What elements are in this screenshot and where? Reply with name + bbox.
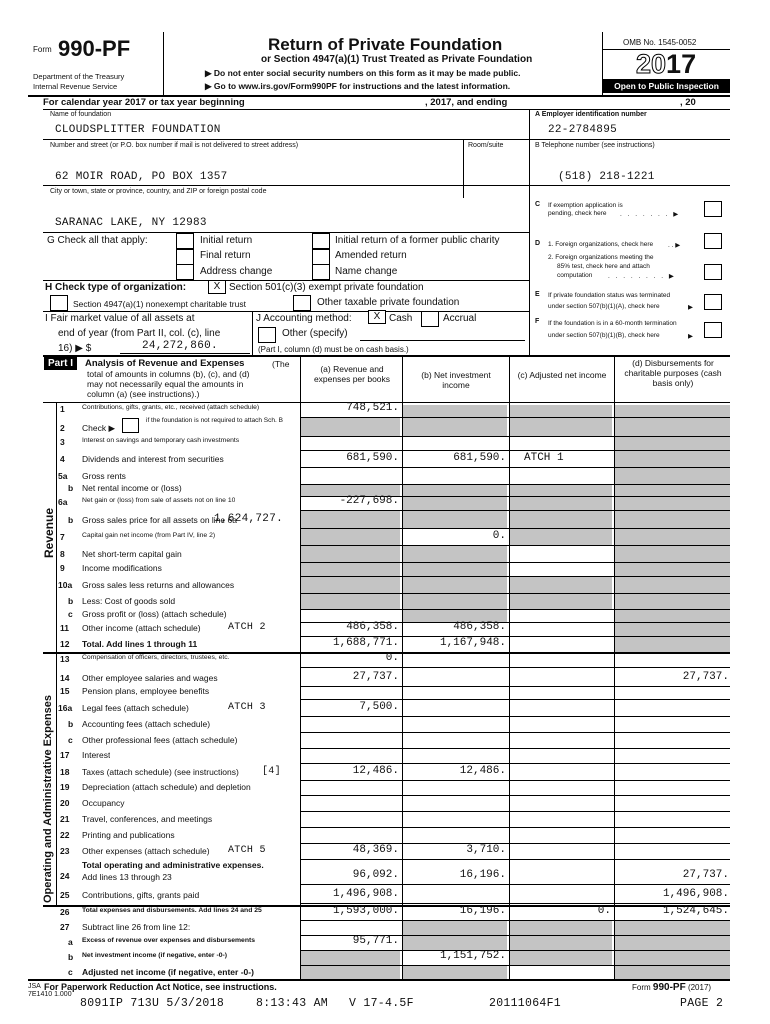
irs-label: Internal Revenue Service bbox=[33, 82, 118, 91]
shaded-cell bbox=[301, 529, 400, 545]
batch-stamp: 8091IP 713U 5/3/2018 bbox=[80, 997, 225, 1010]
shaded-cell bbox=[510, 485, 612, 496]
form-number: 990-PF bbox=[58, 36, 131, 61]
col-d-value[interactable]: 27,737. bbox=[682, 671, 729, 683]
col-a-value[interactable]: 1,688,771. bbox=[332, 637, 399, 649]
foundation-name-label: Name of foundation bbox=[50, 111, 112, 118]
h-other-label: Other taxable private foundation bbox=[317, 297, 460, 308]
row-label-continued: Add lines 13 through 23 bbox=[82, 872, 172, 882]
col-a-value[interactable]: 681,590. bbox=[346, 452, 399, 464]
shaded-cell bbox=[615, 610, 730, 622]
row-label: Excess of revenue over expenses and disbursements bbox=[82, 937, 256, 944]
room-suite-label: Room/suite bbox=[468, 142, 504, 149]
e-label-line1: If private foundation status was terminated bbox=[548, 292, 671, 299]
d1-label: 1. Foreign organizations, check here bbox=[548, 241, 654, 248]
tax-year-bold: 17 bbox=[666, 49, 697, 79]
row-number: b bbox=[68, 719, 74, 729]
row-label: Adjusted net income (if negative, enter -0-) bbox=[82, 967, 254, 977]
row-number: 23 bbox=[60, 846, 70, 856]
row-label: Gross sales less returns and allowances bbox=[82, 580, 235, 590]
row-number: c bbox=[68, 735, 73, 745]
d2-dots: . . . . . . . . ▶ bbox=[608, 273, 676, 280]
row-label: Total. Add lines 1 through 11 bbox=[82, 639, 198, 649]
form-title: Return of Private Foundation bbox=[268, 35, 503, 54]
row-label: Check ▶ bbox=[82, 423, 115, 433]
row-number: 5a bbox=[58, 471, 68, 481]
schedule-b-checkbox[interactable] bbox=[122, 418, 139, 433]
row-label: Net short-term capital gain bbox=[82, 549, 182, 559]
document-id: 20111064F1 bbox=[489, 997, 562, 1010]
row-label: Accounting fees (attach schedule) bbox=[82, 719, 211, 729]
f-letter: F bbox=[535, 318, 540, 325]
row-number: 3 bbox=[60, 437, 65, 447]
j-label: J Accounting method: bbox=[256, 313, 352, 324]
e-arrow: ▶ bbox=[688, 304, 693, 311]
time-stamp: 8:13:43 AM bbox=[256, 997, 329, 1010]
part1-desc-2: total of amounts in columns (b), (c), and (d) bbox=[87, 369, 250, 379]
street-address[interactable]: 62 MOIR ROAD, PO BOX 1357 bbox=[55, 171, 228, 183]
row-number: 24 bbox=[60, 871, 70, 881]
form-footer-number: 990-PF bbox=[652, 982, 686, 993]
col-c-value[interactable]: 0. bbox=[597, 905, 611, 917]
part1-desc-1: (The bbox=[272, 359, 290, 369]
row-label: Compensation of officers, directors, trustees, etc. bbox=[82, 654, 230, 661]
i-label-line1: I Fair market value of all assets at bbox=[45, 313, 195, 324]
row-label: Travel, conferences, and meetings bbox=[82, 814, 213, 824]
row-number: 25 bbox=[60, 890, 70, 900]
i-label-line2: end of year (from Part II, col. (c), line bbox=[58, 328, 221, 339]
dept-label: Department of the Treasury bbox=[33, 72, 125, 81]
tax-year bbox=[636, 50, 696, 78]
row-label: Other expenses (attach schedule) bbox=[82, 846, 210, 856]
row-number: b bbox=[68, 515, 74, 525]
row-number: 6a bbox=[58, 497, 68, 507]
shaded-cell bbox=[615, 577, 730, 593]
d1-dots: . . ▶ bbox=[668, 242, 681, 249]
shaded-cell bbox=[615, 437, 730, 450]
shaded-cell bbox=[510, 936, 612, 950]
row-number: 16a bbox=[58, 703, 73, 713]
col-c-header: (c) Adjusted net income bbox=[517, 370, 607, 380]
row-label: Subtract line 26 from line 12: bbox=[82, 922, 191, 932]
calendar-year-end: , 20 bbox=[680, 97, 696, 108]
row-label: Income modifications bbox=[82, 563, 162, 573]
col-a-value[interactable]: 7,500. bbox=[359, 701, 399, 713]
col-c-value[interactable]: ATCH 1 bbox=[524, 452, 564, 464]
shaded-cell bbox=[510, 511, 612, 528]
jsa-label: JSA bbox=[28, 983, 41, 990]
c-letter: C bbox=[535, 201, 541, 208]
j-note: (Part I, column (d) must be on cash basis.) bbox=[258, 345, 409, 354]
row-number: b bbox=[68, 596, 74, 606]
shaded-cell bbox=[615, 511, 730, 528]
g-final-checkbox[interactable] bbox=[176, 249, 194, 265]
version-stamp: V 17-4.5F bbox=[349, 997, 414, 1010]
row-number: 8 bbox=[60, 549, 65, 559]
row-number: b bbox=[68, 952, 74, 962]
ein-value[interactable]: 22-2784895 bbox=[548, 124, 618, 136]
f-checkbox[interactable] bbox=[704, 322, 722, 338]
f-arrow: ▶ bbox=[688, 333, 693, 340]
col-a-value[interactable]: 1,593,000. bbox=[332, 905, 399, 917]
shaded-cell bbox=[301, 563, 400, 576]
row-label: Net gain or (loss) from sale of assets not on line 10 bbox=[82, 497, 236, 504]
row-label: Printing and publications bbox=[82, 830, 175, 840]
row-label: Contributions, gifts, grants, etc., received (attach schedule) bbox=[82, 404, 260, 411]
expenses-side-label: Operating and Administrative Expenses bbox=[42, 694, 54, 903]
d-letter: D bbox=[535, 240, 541, 247]
form-footer-prefix: Form bbox=[632, 983, 651, 992]
row-label: Pension plans, employee benefits bbox=[82, 686, 210, 696]
g-amended-label: Amended return bbox=[335, 250, 407, 261]
col-a-value[interactable]: 95,771. bbox=[352, 935, 399, 947]
row-label: Taxes (attach schedule) (see instructions) bbox=[82, 767, 239, 777]
street-label: Number and street (or P.O. box number if mail is not delivered to street address) bbox=[50, 142, 299, 149]
col-a-value[interactable]: -227,698. bbox=[339, 495, 399, 507]
part1-tag: Part I bbox=[44, 357, 77, 370]
row-label: Net investment income (if negative, enter -0-) bbox=[82, 952, 228, 959]
i-fair-market-value[interactable]: 24,272,860. bbox=[142, 340, 218, 352]
col-b-value[interactable]: 12,486. bbox=[459, 765, 506, 777]
row-number: 13 bbox=[60, 654, 70, 664]
j-other-label: Other (specify) bbox=[282, 328, 348, 339]
row-number: 20 bbox=[60, 798, 70, 808]
g-final-label: Final return bbox=[200, 250, 251, 261]
row-label: Other income (attach schedule) bbox=[82, 623, 201, 633]
row-label: Gross profit or (loss) (attach schedule) bbox=[82, 609, 227, 619]
row-label: Interest bbox=[82, 750, 111, 760]
shaded-cell bbox=[615, 405, 730, 417]
row-label: Gross sales price for all assets on line 6a bbox=[82, 515, 237, 525]
table-row bbox=[56, 748, 730, 763]
phone-label: B Telephone number (see instructions) bbox=[535, 142, 655, 149]
col-d-value[interactable]: 1,496,908. bbox=[662, 888, 729, 900]
c-checkbox[interactable] bbox=[704, 201, 722, 217]
col-b-value[interactable]: 1,167,948. bbox=[439, 637, 506, 649]
shaded-cell bbox=[510, 951, 612, 965]
form-footer-year: (2017) bbox=[687, 983, 712, 992]
shaded-cell bbox=[403, 921, 507, 935]
shaded-cell bbox=[510, 594, 612, 609]
city-value[interactable]: SARANAC LAKE, NY 12983 bbox=[55, 217, 207, 229]
row-number: 17 bbox=[60, 750, 70, 760]
col-a-value[interactable]: 1,496,908. bbox=[332, 888, 399, 900]
paperwork-notice: For Paperwork Reduction Act Notice, see instructions. bbox=[44, 982, 277, 992]
j-other-checkbox[interactable] bbox=[258, 327, 276, 343]
row-label: Net rental income or (loss) bbox=[82, 483, 182, 493]
ein-label: A Employer identification number bbox=[535, 111, 647, 118]
row-number: b bbox=[68, 483, 74, 493]
col-a-value[interactable]: 0. bbox=[385, 652, 399, 664]
shaded-cell bbox=[301, 546, 400, 562]
shaded-cell bbox=[615, 966, 730, 980]
row-label: Interest on savings and temporary cash investments bbox=[82, 437, 240, 444]
row-number: 14 bbox=[60, 673, 70, 683]
form-label: Form bbox=[33, 45, 52, 54]
col-b-value[interactable]: 3,710. bbox=[466, 844, 506, 856]
row-label-continued: if the foundation is not required to attach Sch. B bbox=[146, 417, 283, 424]
row-number: c bbox=[68, 609, 73, 619]
g-label: G Check all that apply: bbox=[47, 235, 148, 246]
shaded-cell bbox=[615, 563, 730, 576]
row-number: 26 bbox=[60, 907, 70, 917]
part1-title: Analysis of Revenue and Expenses bbox=[85, 358, 245, 369]
row-number: 10a bbox=[58, 580, 73, 590]
attachment-ref[interactable]: ATCH 2 bbox=[228, 622, 266, 633]
row-number: 9 bbox=[60, 563, 65, 573]
c-label-line1: If exemption application is bbox=[548, 202, 623, 209]
shaded-cell bbox=[301, 418, 400, 436]
row-number: 18 bbox=[60, 767, 70, 777]
shaded-cell bbox=[403, 594, 507, 609]
attachment-ref[interactable]: ATCH 5 bbox=[228, 845, 266, 856]
row-label: Depreciation (attach schedule) and depletion bbox=[82, 782, 251, 792]
g-name-change-checkbox[interactable] bbox=[312, 264, 330, 280]
shaded-cell bbox=[615, 529, 730, 545]
shaded-cell bbox=[615, 468, 730, 484]
row-number: 27 bbox=[60, 922, 70, 932]
foundation-name[interactable]: CLOUDSPLITTER FOUNDATION bbox=[55, 124, 221, 136]
form-code: 7E1410 1.000 bbox=[28, 991, 72, 998]
shaded-cell bbox=[301, 594, 400, 609]
shaded-cell bbox=[403, 497, 507, 510]
col-a-value[interactable]: 748,521. bbox=[346, 402, 399, 414]
phone-value[interactable]: (518) 218-1221 bbox=[558, 171, 655, 183]
c-dots: . . . . . . . ▶ bbox=[620, 211, 681, 218]
col-d-value[interactable]: 1,524,645. bbox=[662, 905, 729, 917]
ssn-warning: ▶ Do not enter social security numbers on this form as it may be made public. bbox=[205, 68, 521, 78]
shaded-cell bbox=[615, 497, 730, 510]
row-number: 11 bbox=[60, 623, 69, 633]
row-label: Total expenses and disbursements. Add lines 24 and 25 bbox=[82, 907, 262, 914]
row-number: 2 bbox=[60, 423, 65, 433]
h-4947-checkbox[interactable] bbox=[50, 295, 68, 311]
row-number: 21 bbox=[60, 814, 70, 824]
tax-year-outline: 20 bbox=[636, 49, 667, 79]
shaded-cell bbox=[615, 921, 730, 935]
shaded-cell bbox=[301, 966, 400, 980]
form-subtitle: or Section 4947(a)(1) Trust Treated as Private Foundation bbox=[261, 54, 533, 65]
shaded-cell bbox=[403, 405, 507, 417]
form-footer-ref bbox=[632, 982, 711, 993]
col-b-value[interactable]: 16,196. bbox=[459, 869, 506, 881]
revenue-side-label: Revenue bbox=[42, 507, 56, 558]
c-label-line2: pending, check here bbox=[548, 210, 607, 217]
part1-desc-3: may not necessarily equal the amounts in bbox=[87, 379, 244, 389]
i-label-line3: 16) ▶ $ bbox=[58, 343, 92, 354]
col-b-value[interactable]: 1,151,752. bbox=[439, 950, 506, 962]
shaded-cell bbox=[301, 511, 400, 528]
row-label: Other employee salaries and wages bbox=[82, 673, 218, 683]
row-number: c bbox=[68, 967, 73, 977]
gross-sales-price[interactable]: 1,624,727. bbox=[214, 513, 284, 525]
page-number: PAGE 2 bbox=[680, 997, 724, 1010]
g-former-label: Initial return of a former public charity bbox=[335, 235, 500, 246]
col-b-value[interactable]: 681,590. bbox=[453, 452, 506, 464]
table-row bbox=[56, 795, 730, 811]
attachment-ref[interactable]: [4] bbox=[262, 766, 281, 777]
shaded-cell bbox=[403, 485, 507, 496]
col-b-value[interactable]: 16,196. bbox=[459, 905, 506, 917]
g-name-change-label: Name change bbox=[335, 266, 398, 277]
j-accrual-label: Accrual bbox=[443, 313, 477, 324]
shaded-cell bbox=[615, 594, 730, 609]
col-d-header: (d) Disbursements for charitable purposes (cash basis only) bbox=[624, 358, 722, 388]
j-cash-label: Cash bbox=[389, 313, 413, 324]
open-inspection-badge: Open to Public Inspection bbox=[603, 79, 730, 93]
shaded-cell bbox=[510, 497, 612, 510]
col-a-value[interactable]: 486,358. bbox=[346, 621, 399, 633]
shaded-cell bbox=[615, 637, 730, 652]
attachment-ref[interactable]: ATCH 3 bbox=[228, 702, 266, 713]
f-label-line1: If the foundation is in a 60-month termination bbox=[548, 320, 677, 327]
h-label: H Check type of organization: bbox=[45, 282, 187, 293]
h-501-checkbox[interactable]: X bbox=[208, 280, 226, 294]
col-d-value[interactable]: 27,737. bbox=[682, 869, 729, 881]
calendar-ending-label: , 2017, and ending bbox=[425, 97, 508, 108]
g-address-checkbox[interactable] bbox=[176, 264, 194, 280]
shaded-cell bbox=[510, 921, 612, 935]
irs-link-instruction[interactable]: ▶ Go to www.irs.gov/Form990PF for instructions and the latest information. bbox=[205, 81, 511, 91]
d1-checkbox[interactable] bbox=[704, 233, 722, 249]
shaded-cell bbox=[403, 511, 507, 528]
f-label-line2: under section 507(b)(1)(B), check here bbox=[548, 332, 660, 339]
shaded-cell bbox=[510, 577, 612, 593]
row-label: Other professional fees (attach schedule) bbox=[82, 735, 238, 745]
shaded-cell bbox=[615, 951, 730, 965]
part1-desc-4: column (a) (see instructions).) bbox=[87, 389, 200, 399]
col-a-value[interactable]: 48,369. bbox=[352, 844, 399, 856]
j-cash-checkbox[interactable]: X bbox=[368, 310, 386, 324]
row-number: 19 bbox=[60, 782, 70, 792]
shaded-cell bbox=[615, 451, 730, 467]
row-number: 4 bbox=[60, 454, 65, 464]
shaded-cell bbox=[615, 485, 730, 496]
calendar-year-label: For calendar year 2017 or tax year beginning bbox=[43, 97, 245, 108]
shaded-cell bbox=[403, 418, 507, 436]
shaded-cell bbox=[403, 563, 507, 576]
d2-label-line1: 2. Foreign organizations meeting the bbox=[548, 254, 654, 261]
shaded-cell bbox=[403, 966, 507, 980]
row-label: Occupancy bbox=[82, 798, 125, 808]
j-accrual-checkbox[interactable] bbox=[421, 311, 439, 327]
shaded-cell bbox=[403, 577, 507, 593]
d2-checkbox[interactable] bbox=[704, 264, 722, 280]
d2-label-line2: 85% test, check here and attach bbox=[557, 263, 650, 270]
shaded-cell bbox=[301, 577, 400, 593]
row-label: Capital gain net income (from Part IV, line 2) bbox=[82, 532, 216, 539]
row-number: 22 bbox=[60, 830, 70, 840]
omb-number: OMB No. 1545-0052 bbox=[623, 38, 697, 47]
shaded-cell bbox=[301, 951, 400, 965]
col-b-value[interactable]: 486,358. bbox=[453, 621, 506, 633]
col-a-value[interactable]: 12,486. bbox=[352, 765, 399, 777]
g-amended-checkbox[interactable] bbox=[312, 249, 330, 265]
shaded-cell bbox=[615, 936, 730, 950]
row-number: a bbox=[68, 937, 73, 947]
row-label: Dividends and interest from securities bbox=[82, 454, 224, 464]
shaded-cell bbox=[510, 405, 612, 417]
row-label: Total operating and administrative expenses. bbox=[82, 860, 264, 870]
row-label: Contributions, gifts, grants paid bbox=[82, 890, 200, 900]
e-checkbox[interactable] bbox=[704, 294, 722, 310]
col-a-value[interactable]: 27,737. bbox=[352, 671, 399, 683]
e-letter: E bbox=[535, 291, 540, 298]
shaded-cell bbox=[615, 623, 730, 636]
row-label: Gross rents bbox=[82, 471, 126, 481]
shaded-cell bbox=[615, 418, 730, 436]
g-former-checkbox[interactable] bbox=[312, 233, 330, 249]
col-b-header: (b) Net investment income bbox=[421, 370, 491, 390]
row-number: 15 bbox=[60, 686, 70, 696]
shaded-cell bbox=[403, 936, 507, 950]
g-initial-checkbox[interactable] bbox=[176, 233, 194, 249]
shaded-cell bbox=[510, 529, 612, 545]
row-number: 12 bbox=[60, 639, 70, 649]
g-initial-label: Initial return bbox=[200, 235, 253, 246]
col-b-value[interactable]: 0. bbox=[492, 530, 506, 542]
h-501-label: Section 501(c)(3) exempt private foundation bbox=[229, 282, 424, 293]
row-label: Legal fees (attach schedule) bbox=[82, 703, 189, 713]
col-a-value[interactable]: 96,092. bbox=[352, 869, 399, 881]
col-a-header: (a) Revenue and expenses per books bbox=[313, 364, 391, 384]
shaded-cell bbox=[615, 546, 730, 562]
row-number: 1 bbox=[60, 404, 65, 414]
h-4947-label: Section 4947(a)(1) nonexempt charitable trust bbox=[73, 299, 246, 309]
row-number: 7 bbox=[60, 532, 65, 542]
e-label-line2: under section 507(b)(1)(A), check here bbox=[548, 303, 660, 310]
shaded-cell bbox=[403, 546, 507, 562]
shaded-cell bbox=[510, 418, 612, 436]
row-label: Less: Cost of goods sold bbox=[82, 596, 176, 606]
g-address-label: Address change bbox=[200, 266, 273, 277]
city-label: City or town, state or province, country, and ZIP or foreign postal code bbox=[50, 188, 267, 195]
h-other-checkbox[interactable] bbox=[293, 295, 311, 311]
d2-label-line3: computation bbox=[557, 272, 593, 279]
